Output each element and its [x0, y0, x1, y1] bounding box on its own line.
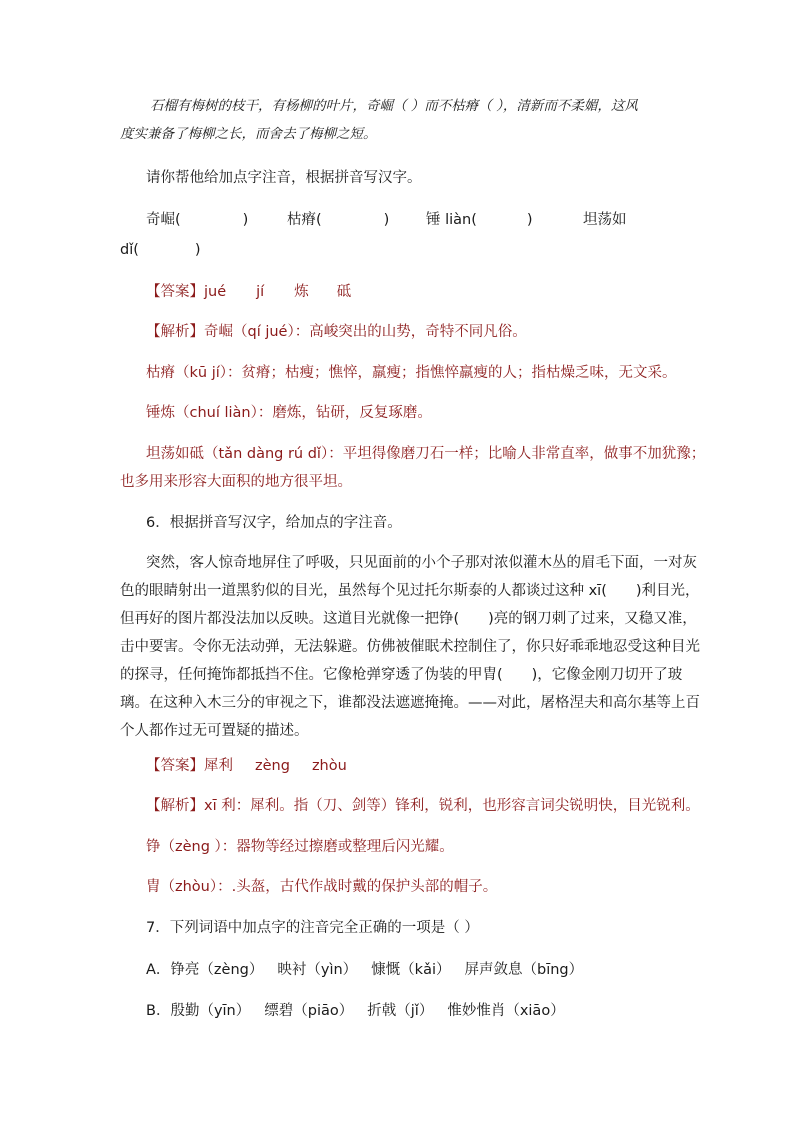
q5-analysis-3: 锤炼（chuí liàn）：磨炼，钻研，反复琢磨。 [146, 405, 432, 421]
q5-answer: 【答案】jué jí 炼 砥 [146, 284, 352, 300]
q5-analysis-2: 枯瘠（kū jí）：贫瘠；枯瘦；憔悴，羸瘦；指憔悴羸瘦的人；指枯燥乏味，无文采。 [146, 365, 677, 381]
q5-item-2: 枯瘠( ) [287, 212, 390, 228]
intro-line-2: 度实兼备了梅柳之长，而舍去了梅柳之短。 [120, 126, 377, 142]
q5-prompt: 请你帮他给加点字注音，根据拼音写汉字。 [146, 170, 422, 186]
q6-analysis-3: 胄（zhòu）：.头盔，古代作战时戴的保护头部的帽子。 [146, 879, 498, 895]
q5-item-4: 坦荡如 [583, 212, 627, 228]
q6-passage-line-1: 突然，客人惊奇地屏住了呼吸，只见面前的小个子那对浓似灌木丛的眉毛下面，一对灰 [146, 555, 697, 571]
q6-passage-line-5: 的探寻，任何掩饰都抵挡不住。它像枪弹穿透了伪装的甲胄( )，它像金刚刀切开了玻 [120, 667, 683, 683]
q5-analysis-4: 坦荡如砥（tǎn dàng rú dǐ）：平坦得像磨刀石一样；比喻人非常直率，做事不加犹豫； [146, 446, 706, 462]
q6-passage-line-2: 色的眼睛射出一道黑豹似的目光，虽然每个见过托尔斯泰的人都谈过这种 xī( )利目光， [120, 583, 700, 599]
q6-passage-line-7: 个人都作过无可置疑的描述。 [120, 723, 309, 739]
analysis-tag: 【解析】 [146, 798, 204, 814]
q5-item-3: 锤 liàn( ) [426, 212, 533, 228]
answer-tag: 【答案】 [146, 758, 204, 774]
q5-analysis-5: 也多用来形容大面积的地方很平坦。 [120, 474, 352, 490]
q6-title: 6．根据拼音写汉字，给加点的字注音。 [146, 515, 402, 531]
q6-answer: 【答案】犀利 zèng zhòu [146, 758, 347, 774]
q5-item-4-cont: dǐ( ) [120, 242, 201, 258]
q6-analysis-1: 【解析】xī 利：犀利。指（刀、剑等）锋利，锐利，也形容言词尖锐明快，目光锐利。 [146, 798, 700, 814]
q6-passage-line-4: 击中要害。令你无法动弹，无法躲避。仿佛被催眠术控制住了，你只好乖乖地忍受这种目光 [120, 639, 700, 655]
q6-passage-line-6: 璃。在这种入木三分的审视之下，谁都没法遮遮掩掩。——对此，屠格涅夫和高尔基等上百 [120, 695, 700, 711]
intro-line-1: 石榴有梅树的枝干，有杨柳的叶片，奇崛（ ）而不枯瘠（ ），清新而不柔媚，这风 [150, 98, 638, 114]
q7-option-a: A．铮亮（zèng） 映衬（yìn） 慷慨（kǎi） 屏声敛息（bīng） [146, 962, 584, 978]
q7-option-b: B．殷勤（yīn） 缥碧（piāo） 折戟（jǐ） 惟妙惟肖（xiāo） [146, 1003, 565, 1019]
q5-item-1: 奇崛( ) [146, 212, 249, 228]
analysis-tag: 【解析】 [146, 324, 204, 340]
q5-analysis-1: 【解析】奇崛（qí jué）：高峻突出的山势，奇特不同凡俗。 [146, 324, 527, 340]
q6-passage-line-3: 但再好的图片都没法加以反映。这道目光就像一把铮( )亮的钢刀刺了过来，又稳又准， [120, 611, 697, 627]
q6-analysis-2: 铮（zèng ）：器物等经过擦磨或整理后闪光耀。 [146, 839, 454, 855]
answer-tag: 【答案】 [146, 284, 204, 300]
q7-title: 7．下列词语中加点字的注音完全正确的一项是（ ） [146, 920, 479, 936]
